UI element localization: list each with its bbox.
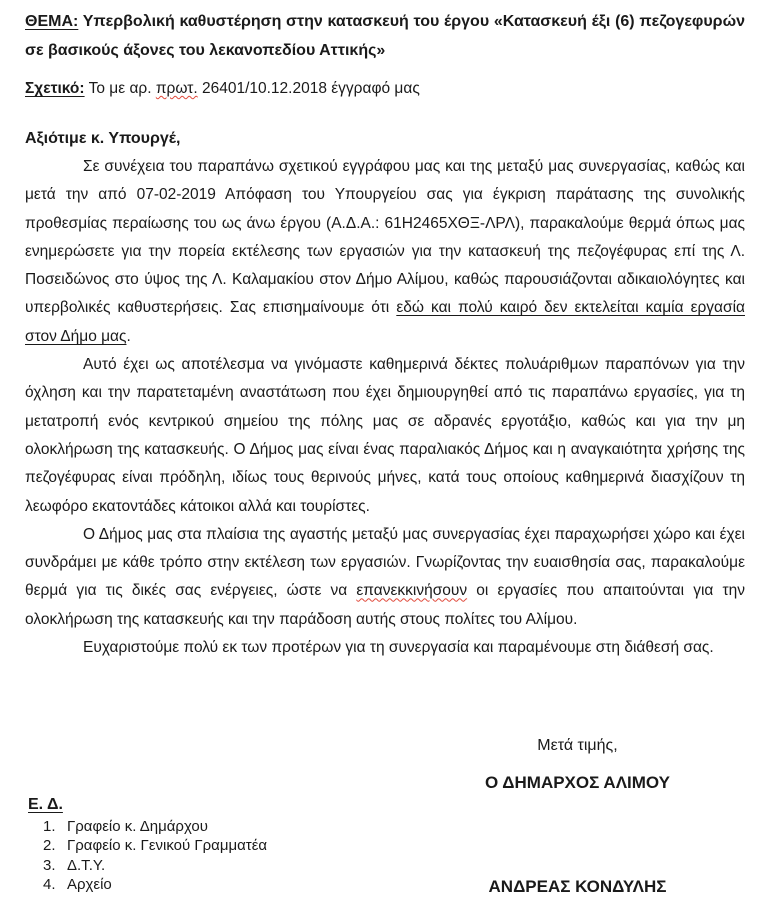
underlined-phrase: εδώ και πολύ καιρό δεν εκτελείται καμία εργασία στον Δήμο μας (25, 299, 745, 345)
list-item (43, 856, 378, 875)
paragraph-1-text: Σε συνέχεια του παραπάνω σχετικού εγγράφου μας και της μεταξύ μας συνεργασίας, καθώς και μετά την από 07-02-2019 Απόφαση του Υπουργείου σας για έγκριση παράτασης της συνολικής προθεσμίας περαίωσης του ως άνω έργου (Α.Δ.Α.: 61Η2465ΧΘΞ-ΛΡΛ), παρακαλούμε θερμά όπως μας ενημερώσετε για την πορεία εκτέλεσης των εργασιών για την κατασκευή της πεζογέφυρας επί της Λ. Ποσειδώνος στο ύψος της Λ. Καλαμακίου στον Δήμο Αλίμου, καθώς παρουσιάζονται αδικαιολόγητες και υπερβολικές καθυστερήσεις. Σας επισημαίνουμε ότι (25, 158, 745, 317)
subject-block (25, 7, 745, 65)
closing-salute: Μετά τιμής, (537, 737, 618, 754)
distribution-block (28, 795, 378, 894)
paragraph-1 (25, 153, 745, 351)
reference-text-post: 26401/10.12.2018 έγγραφό μας (197, 80, 420, 97)
item-number: 3. (43, 856, 56, 874)
distribution-label: Ε. Δ. (28, 796, 63, 813)
paragraph-3 (25, 521, 745, 634)
paragraph-3-end: οι εργασίες που απαιτούνται για την ολοκλήρωση της κατασκευής και την παράδοση αυτής στους πολίτες του Αλίμου. (25, 582, 745, 628)
reference-label: Σχετικό: (25, 80, 85, 97)
misspelled-word-epanekkinisoun: επανεκκινήσουν (356, 582, 468, 600)
subject-text: Υπερβολική καθυστέρηση στην κατασκευή του έργου «Κατασκευή έξι (6) πεζογεφυρών σε βασικούς άξονες του λεκανοπεδίου Αττικής» (25, 13, 745, 59)
item-number: 1. (43, 818, 56, 835)
item-text: Αρχείο (67, 875, 112, 893)
list-item (43, 817, 378, 836)
reference-text-pre: Το με αρ. (84, 80, 156, 97)
salutation: Αξιότιμε κ. Υπουργέ, (25, 130, 181, 147)
item-text: Γραφείο κ. Γενικού Γραμματέα (67, 837, 268, 855)
paragraph-1-end: . (126, 327, 131, 345)
distribution-list (43, 817, 378, 894)
mayor-title: Ο ΔΗΜΑΡΧΟΣ ΑΛΙΜΟΥ (484, 773, 671, 792)
paragraph-2: Αυτό έχει ως αποτέλεσμα να γινόμαστε καθημερινά δέκτες πολυάριθμων παραπόνων για την όχληση και την παρατεταμένη αναστάτωση που έχει δημιουργηθεί από τις παραπάνω εργασίες, για τη μετατροπή ενός κεντρικού σημείου της πόλης μας σε αδρανές εργοτάξιο, καθώς και για την μη ολοκλήρωση της κατασκευής. Ο Δήμος μας είναι ένας παραλιακός Δήμος και η αναγκαιότητα χρήσης της πεζογέφυρας είναι πρόδηλη, ιδίως τους θερινούς μήνες, κατά τους οποίους καθημερινά διασχίζουν τη λεωφόρο εκατοντάδες κάτοικοι αλλά και τουρίστες. (25, 356, 745, 515)
item-text: Δ.Τ.Υ. (67, 856, 106, 874)
paragraph-3-text: Ο Δήμος μας στα πλαίσια της αγαστής μεταξύ μας συνεργασίας έχει παραχωρήσει χώρο και έχει συνδράμει με κάθε τρόπο στην εκτέλεση των εργασιών. Γνωρίζοντας την ευαισθησία σας, παρακαλούμε θερμά για τις δικές σας ενέργειες, ώστε να (25, 525, 745, 600)
reference-line (25, 75, 745, 103)
misspelled-word-prot: πρωτ. (155, 80, 198, 97)
list-item (43, 875, 378, 894)
item-number: 2. (43, 837, 56, 855)
subject-label: ΘΕΜΑ: (25, 13, 79, 30)
list-item (43, 836, 378, 855)
signer-name: ΑΝΔΡΕΑΣ ΚΟΝΔΥΛΗΣ (488, 877, 667, 896)
item-number: 4. (43, 875, 56, 893)
letter-body (25, 153, 745, 662)
item-text: Γραφείο κ. Δημάρχου (67, 818, 208, 835)
paragraph-4: Ευχαριστούμε πολύ εκ των προτέρων για τη συνεργασία και παραμένουμε στη διάθεσή σας. (83, 639, 714, 657)
